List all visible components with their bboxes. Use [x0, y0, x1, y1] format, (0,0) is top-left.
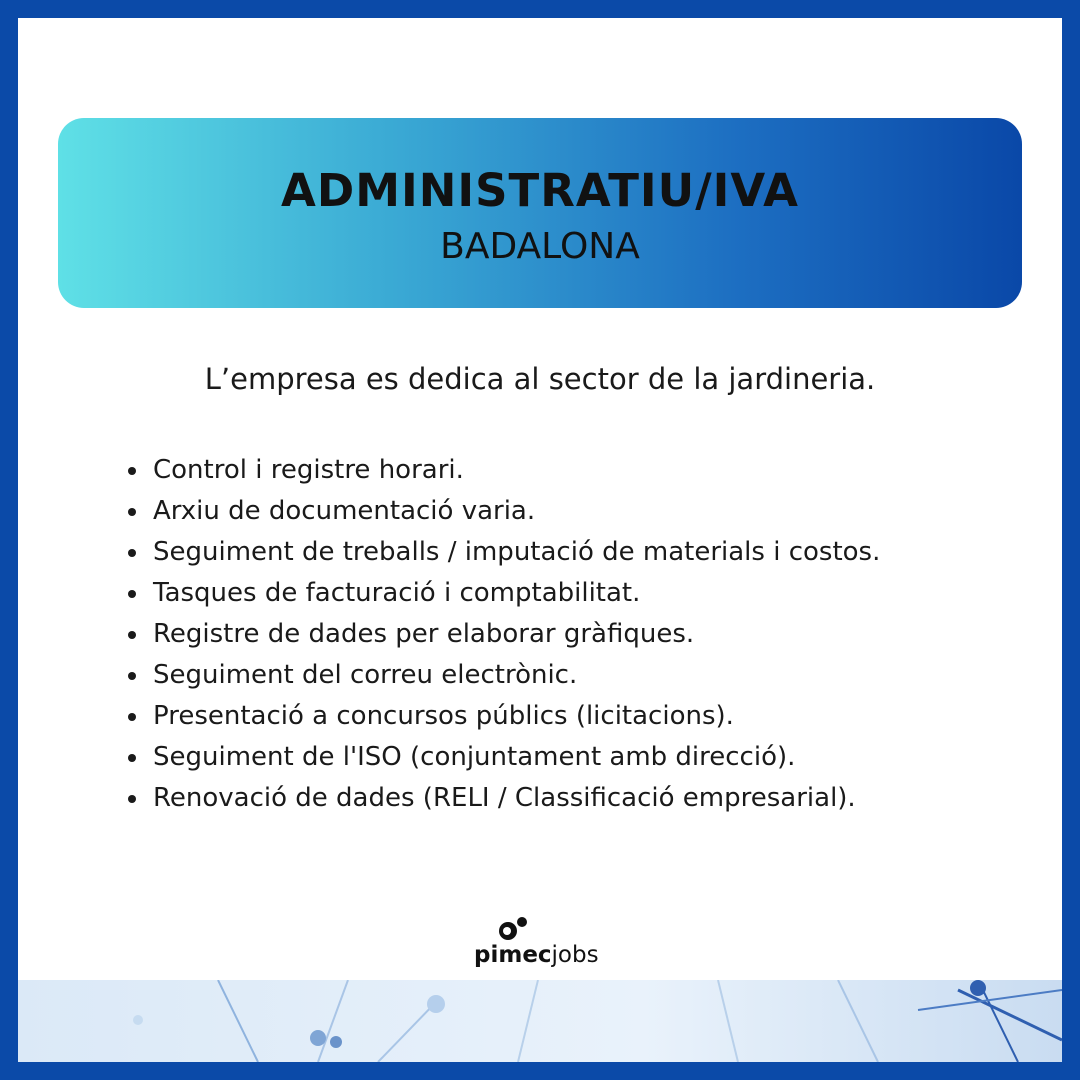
company-description: L’empresa es dedica al sector de la jardineria. — [204, 362, 876, 396]
list-item — [128, 737, 880, 778]
task-text: Tasques de facturació i comptabilitat. — [153, 578, 641, 608]
task-text: Presentació a concursos públics (licitacions). — [153, 701, 734, 731]
bullet-icon — [128, 467, 136, 475]
bullet-icon — [128, 508, 136, 516]
list-item — [128, 696, 880, 737]
bullet-icon — [128, 672, 136, 680]
logo-text-light: jobs — [551, 942, 599, 968]
logo-text — [474, 942, 599, 968]
bullet-icon — [128, 754, 136, 762]
list-item — [128, 778, 880, 819]
poster-frame — [18, 18, 1062, 1062]
bullet-icon — [128, 795, 136, 803]
bullet-icon — [128, 549, 136, 557]
list-item — [128, 491, 880, 532]
logo-text-bold: pimec — [474, 942, 552, 968]
network-decoration — [18, 980, 1062, 1062]
bullet-icon — [128, 631, 136, 639]
task-text: Arxiu de documentació varia. — [153, 496, 536, 526]
job-location: BADALONA — [440, 226, 640, 267]
task-text: Renovació de dades (RELI / Classificació empresarial). — [153, 783, 856, 813]
job-title: ADMINISTRATIU/IVA — [281, 164, 799, 217]
task-text: Control i registre horari. — [153, 455, 464, 485]
task-list — [128, 450, 880, 819]
task-text: Registre de dades per elaborar gràfiques. — [153, 619, 695, 649]
task-text: Seguiment del correu electrònic. — [153, 660, 578, 690]
list-item — [128, 655, 880, 696]
list-item — [128, 614, 880, 655]
logo-mark-icon — [494, 916, 534, 942]
pimecjobs-logo — [474, 916, 614, 972]
bullet-icon — [128, 590, 136, 598]
list-item — [128, 532, 880, 573]
bullet-icon — [128, 713, 136, 721]
list-item — [128, 573, 880, 614]
task-text: Seguiment de treballs / imputació de materials i costos. — [153, 537, 881, 567]
task-text: Seguiment de l'ISO (conjuntament amb direcció). — [153, 742, 796, 772]
title-banner — [58, 118, 1022, 308]
list-item — [128, 450, 880, 491]
